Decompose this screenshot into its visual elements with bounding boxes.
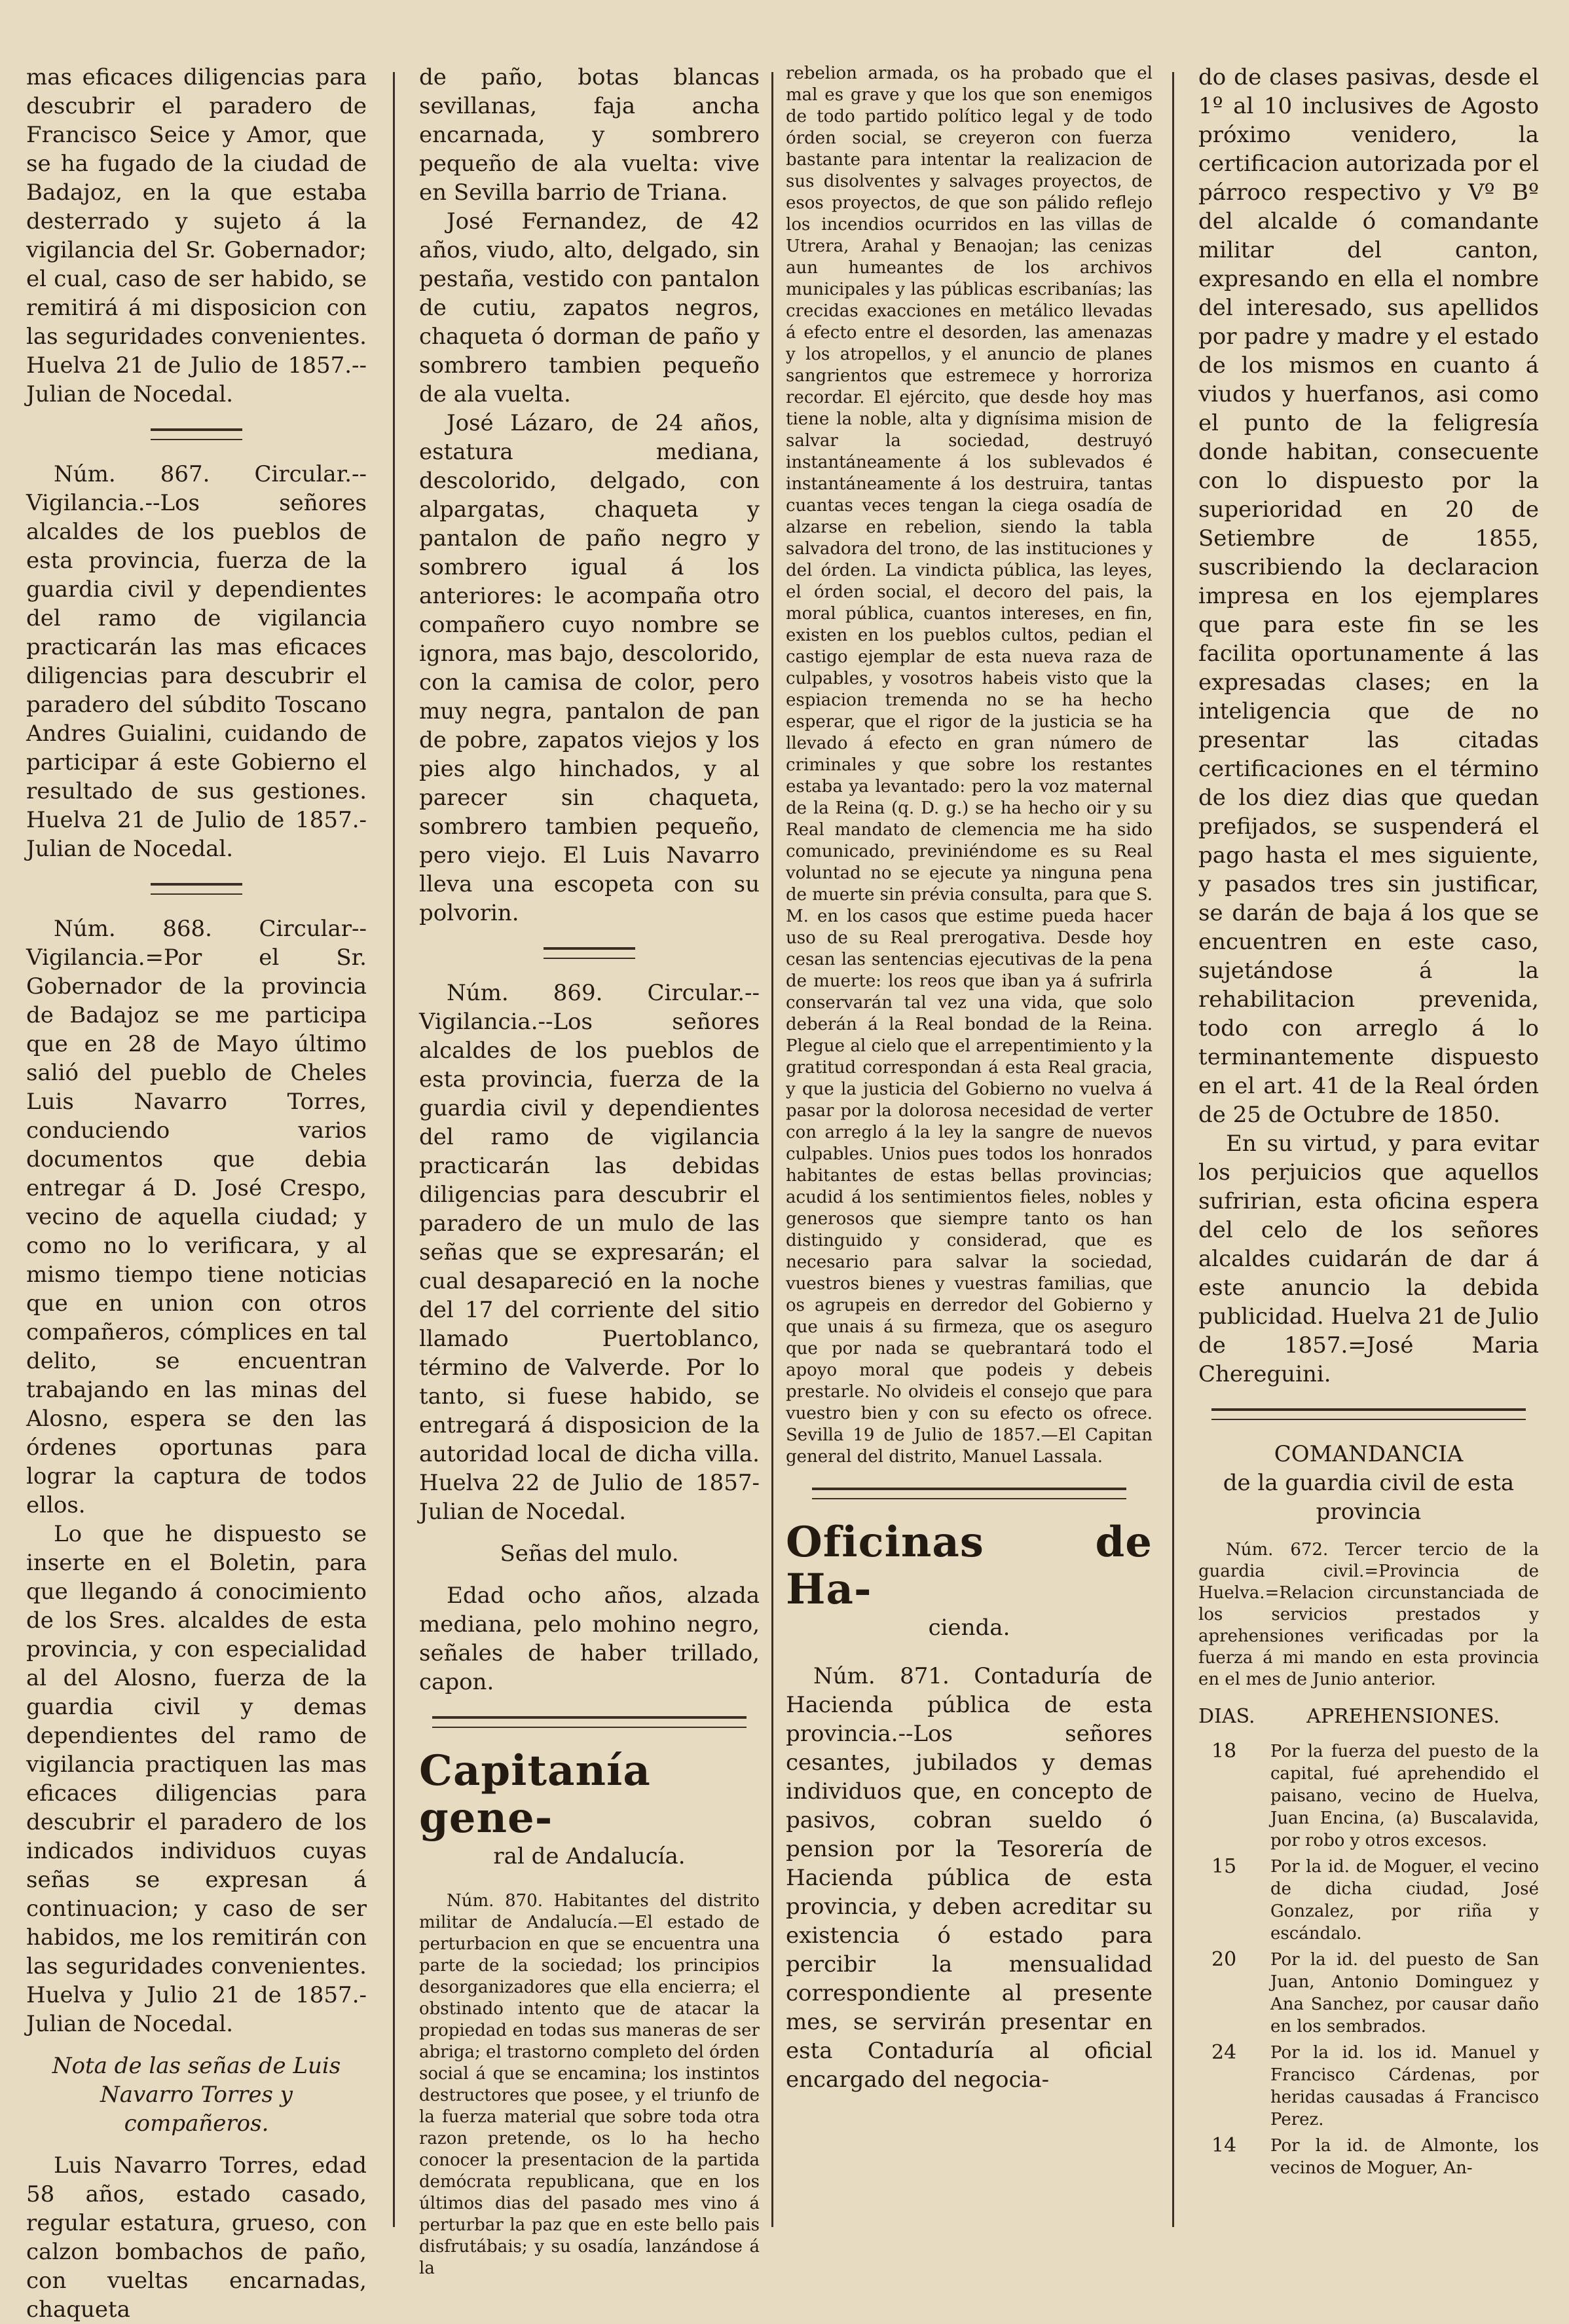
column-header-aprehensiones: APREHENSIONES. <box>1306 1705 1500 1728</box>
separator <box>1211 1408 1526 1420</box>
section-heading: Capitanía gene- <box>419 1746 651 1843</box>
column-3 <box>786 63 1153 2224</box>
column-2 <box>419 63 760 2278</box>
row-day: 24 <box>1211 2041 1237 2064</box>
separator <box>151 428 242 440</box>
column-rule <box>393 72 395 2227</box>
separator <box>151 883 242 895</box>
row-text: Por la id. del puesto de San Juan, Antonio Dominguez y Ana Sanchez, por causar daño en los sembrados. <box>1270 1950 1539 2036</box>
section-subheading: de la guardia civil de esta provincia <box>1223 1470 1515 1525</box>
column-rule <box>771 72 773 2227</box>
table-row <box>1198 1740 1539 1852</box>
paragraph: Núm. 869. Circular.--Vigilancia.--Los señores alcaldes de los pueblos de esta provincia, fuerza de la guardia civil y dependientes del ramo de vigilancia practicarán las debidas diligencias para descubrir el paradero de un mulo de las señas que se expresarán; el cual desapareció en la noche del 17 del corriente del sitio llamado Puertoblanco, término de Valverde. Por lo tanto, si fuese habido, se entregará á disposicion de la autoridad local de dicha villa. Huelva 22 de Julio de 1857-Julian de Nocedal. <box>419 980 760 1525</box>
row-day: 20 <box>1211 1948 1237 1971</box>
paragraph: mas eficaces diligencias para descubrir el paradero de Francisco Seice y Amor, que se ha fugado de la ciudad de Badajoz, en la que estaba desterrado y sujeto á la vigilancia del Sr. Gobernador; el cual, caso de ser habido, se remitirá á mi disposicion con las seguridades convenientes. Huelva 21 de Julio de 1857.--Julian de Nocedal. <box>26 64 367 407</box>
table-row <box>1198 2135 1539 2179</box>
row-day: 15 <box>1211 1855 1237 1878</box>
table-header <box>1198 1704 1539 1730</box>
paragraph: de paño, botas blancas sevillanas, faja ancha encarnada, y sombrero pequeño de ala vuelta: vive en Sevilla barrio de Triana. <box>419 64 760 206</box>
paragraph: José Lázaro, de 24 años, estatura mediana, descolorido, delgado, con alpargatas, chaqueta y pantalon de paño negro y sombrero igual á los anteriores: le acompaña otro compañero cuyo nombre se ignora, mas bajo, descolorido, con la camisa de color, pero muy negra, pantalon de pan de pobre, zapatos viejos y los pies algo hinchados, y al parecer sin chaqueta, sombrero tambien pequeño, pero viejo. El Luis Navarro lleva una escopeta con su polvorin. <box>419 410 760 926</box>
separator <box>812 1488 1126 1499</box>
paragraph: Núm. 871. Contaduría de Hacienda pública de esta provincia.--Los señores cesantes, jubilados y demas individuos que, en concepto de pasivos, cobran sueldo ó pension por la Tesorería de Hacienda pública de esta provincia, y deben acreditar su existencia ó estado para percibir la mensualidad correspondiente al presente mes, se servirán presentar en esta Contaduría al oficial encargado del negocia- <box>786 1663 1153 2093</box>
paragraph: José Fernandez, de 42 años, viudo, alto, delgado, sin pestaña, vestido con pantalon de cutiu, zapatos negros, chaqueta ó dorman de paño y sombrero tambien pequeño de ala vuelta. <box>419 208 760 407</box>
section-heading: COMANDANCIA <box>1274 1441 1464 1467</box>
row-day: 18 <box>1211 1740 1237 1763</box>
row-text: Por la id. de Almonte, los vecinos de Moguer, An- <box>1270 2136 1539 2178</box>
note-heading: Nota de las señas de Luis Navarro Torres y compañeros. <box>52 2053 341 2137</box>
paragraph: Núm. 672. Tercer tercio de la guardia civil.=Provincia de Huelva.=Relacion circunstanciada de los servicios prestados y aprehensiones verificadas por la fuerza á mi mando en esta provincia en el mes de Junio anterior. <box>1198 1540 1539 1689</box>
paragraph: rebelion armada, os ha probado que el mal es grave y que los que son enemigos de todo partido político legal y de todo órden social, se creyeron con fuerza bastante para intentar la realizacion de sus disolventes y salvages proyectos, de esos proyectos, de que son pálido reflejo los incendios ocurridos en las villas de Utrera, Arahal y Benaojan; las cenizas aun humeantes de los archivos municipales y las públicas escribanías; las crecidas exacciones en metálico llevadas á efecto entre el desorden, las amenazas y los atropellos, y el anuncio de planes sangrientos que estremece y horroriza recordar. El ejército, que desde hoy mas tiene la noble, alta y dignísima mision de salvar la sociedad, destruyó instantáneamente á los sublevados é instantáneamente á los destruira, tantas cuantas veces tengan la ciega osadía de alzarse en rebelion, siendo la tabla salvadora del trono, de las instituciones y del órden. La vindicta pública, las leyes, el órden social, el decoro del pais, la moral pública, cuantos intereses, en fin, existen en los pueblos cultos, pedian el castigo ejemplar de esta nueva raza de culpables, y vosotros habeis visto que la espiacion tremenda no se ha hecho esperar, que el rigor de la justicia se ha llevado á efecto en gran número de criminales y que sobre los restantes estaba ya levantado: pero la voz maternal de la Reina (q. D. g.) se ha hecho oir y su Real mandato de clemencia me ha sido comunicado, previniéndome es su Real voluntad no se ejecute ya ninguna pena de muerte sin prévia consulta, para que S. M. en los casos que estime pueda hacer uso de su Real prerogativa. Desde hoy cesan las sentencias ejecutivas de la pena de muerte: los reos que iban ya á sufrirla conservarán tal vez una vida, que solo deberán á la Real bondad de la Reina. Plegue al cielo que el arrepentimiento y la gratitud correspondan á esta Real gracia, y que la justicia del Gobierno no vuelva á pasar por la dolorosa necesidad de verter con arreglo á la ley la sangre de nuevos culpables. Unios pues todos los honrados habitantes de estas bellas provincias; acudid á los sentimientos fieles, nobles y generosos que siempre tanto os han distinguido y considerad, que es necesario para salvar la sociedad, vuestros bienes y vuestras familias, que os agrupeis en derredor del Gobierno y que unais á su firmeza, que os aseguro que por nada se quebrantará todo el apoyo moral que podeis y debeis prestarle. No olvideis el consejo que para vuestro bien y con su efecto os ofrece. Sevilla 19 de Julio de 1857.—El Capitan general del distrito, Manuel Lassala. <box>786 64 1153 1467</box>
separator <box>432 1716 747 1728</box>
section-subheading: ral de Andalucía. <box>493 1843 686 1869</box>
column-4 <box>1198 63 1539 2224</box>
paragraph: Edad ocho años, alzada mediana, pelo mohino negro, señales de haber trillado, capon. <box>419 1583 760 1695</box>
separator <box>544 947 635 959</box>
paragraph: En su virtud, y para evitar los perjuicios que aquellos sufririan, esta oficina espera del celo de los señores alcaldes cuidarán de dar á este anuncio la debida publicidad. Huelva 21 de Julio de 1857.=José Maria Chereguini. <box>1198 1131 1539 1387</box>
table-row <box>1198 2042 1539 2131</box>
row-day: 14 <box>1211 2134 1237 2157</box>
section-subheading: cienda. <box>928 1615 1010 1641</box>
column-rule <box>1172 72 1174 2227</box>
paragraph: Lo que he dispuesto se inserte en el Boletin, para que llegando á conocimiento de los Sres. alcaldes de esta provincia, y con especialidad al del Alosno, fuerza de la guardia civil y demas dependientes del ramo de vigilancia practiquen las mas eficaces diligencias para descubrir el paradero de los indicados individuos cuyas señas se expresan á continuacion; y caso de ser habidos, me los remitirán con las seguridades convenientes. Huelva y Julio 21 de 1857.-Julian de Nocedal. <box>26 1521 367 2037</box>
section-heading: Oficinas de Ha- <box>786 1518 1153 1614</box>
paragraph: Núm. 870. Habitantes del distrito militar de Andalucía.—El estado de perturbacion en que se encuentra una parte de la sociedad; los principios desorganizadores que ella encierra; el obstinado intento que de atacar la propiedad en todas sus maneras de ser abriga; el trastorno completo del órden social á que se encamina; los instintos destructores que posee, y el triunfo de la fuerza material que sobre toda otra razon pretende, os lo ha hecho conocer la presentacion de la partida demócrata republicana, que en los últimos dias del pasado mes vino á perturbar la paz que en este bello pais disfrutábais; y su osadía, lanzándose á la <box>419 1891 760 2278</box>
subheading: Señas del mulo. <box>500 1541 679 1567</box>
paragraph: Luis Navarro Torres, edad 58 años, estado casado, regular estatura, grueso, con calzon bombachos de paño, con vueltas encarnadas, chaqueta <box>26 2152 367 2323</box>
paragraph: Núm. 868. Circular--Vigilancia.=Por el Sr. Gobernador de la provincia de Badajoz se me participa que en 28 de Mayo último salió del pueblo de Cheles Luis Navarro Torres, conduciendo varios documentos que debia entregar á D. José Crespo, vecino de aquella ciudad; y como no lo verificara, y al mismo tiempo tiene noticias que en union con otros compañeros, cómplices en tal delito, se encuentran trabajando en las minas del Alosno, espera se den las órdenes oportunas para lograr la captura de todos ellos. <box>26 916 367 1518</box>
column-1 <box>26 63 367 2323</box>
column-header-dias: DIAS. <box>1198 1705 1255 1728</box>
row-text: Por la id. de Moguer, el vecino de dicha ciudad, José Gonzalez, por riña y escándalo. <box>1270 1857 1539 1943</box>
row-text: Por la fuerza del puesto de la capital, fué aprehendido el paisano, vecino de Huelva, Juan Encina, (a) Buscalavida, por robo y otros excesos. <box>1270 1742 1539 1850</box>
paragraph: Núm. 867. Circular.--Vigilancia.--Los señores alcaldes de los pueblos de esta provincia, fuerza de la guardia civil y dependientes del ramo de vigilancia practicarán las mas eficaces diligencias para descubrir el paradero del súbdito Toscano Andres Guialini, cuidando de participar á este Gobierno el resultado de sus gestiones. Huelva 21 de Julio de 1857.-Julian de Nocedal. <box>26 461 367 862</box>
table-row <box>1198 1856 1539 1945</box>
paragraph: do de clases pasivas, desde el 1º al 10 inclusives de Agosto próximo venidero, la certificacion autorizada por el párroco respectivo y Vº Bº del alcalde ó comandante militar del canton, expresando en ella el nombre del interesado, sus apellidos por padre y madre y el estado de los mismos en cuanto á viudos y huerfanos, asi como el punto de la feligresía donde habitan, consecuente con lo dispuesto por la superioridad en 20 de Setiembre de 1855, suscribiendo la declaracion impresa en los ejemplares que para este fin se les facilita oportunamente á las expresadas clases; en la inteligencia que de no presentar las citadas certificaciones en el término de los diez dias que quedan prefijados, se suspenderá el pago hasta el mes siguiente, y pasados tres sin justificar, se darán de baja á los que se encuentren en este caso, sujetándose á la rehabilitacion prevenida, todo con arreglo á lo terminantemente dispuesto en el art. 41 de la Real órden de 25 de Octubre de 1850. <box>1198 64 1539 1128</box>
row-text: Por la id. los id. Manuel y Francisco Cárdenas, por heridas causadas á Francisco Perez. <box>1270 2043 1539 2129</box>
table-row <box>1198 1949 1539 2038</box>
